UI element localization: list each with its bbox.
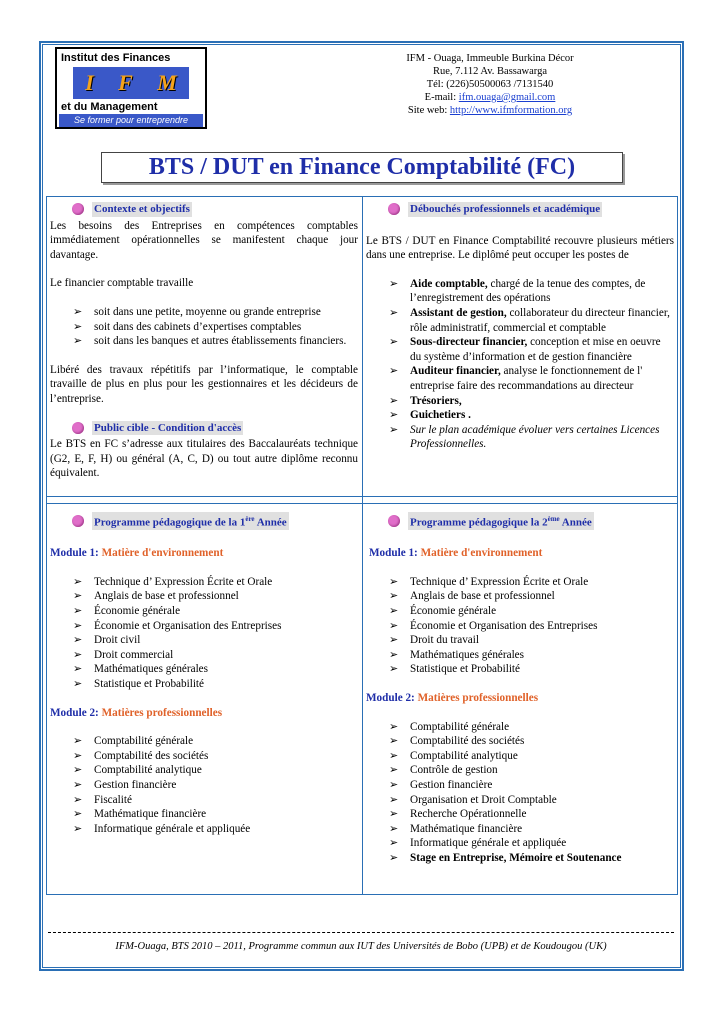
- arrow-bullet-icon: ➢: [389, 634, 399, 647]
- list-item: ➢ Comptabilité générale: [389, 720, 510, 733]
- list-item: ➢ Technique d’ Expression Écrite et Orale: [73, 575, 273, 588]
- list-item: ➢ Auditeur financier, analyse le fonctionnement de l' entreprise faire des recommandations au directeur: [389, 365, 643, 392]
- arrow-bullet-icon: ➢: [389, 663, 399, 676]
- paragraph: Les besoins des Entreprises en compétences comptables immédiatement opérationnelles se manifestent chaque jour davantage.: [50, 219, 358, 261]
- list-item: ➢ Recherche Opérationnelle: [389, 808, 527, 821]
- row-divider: [46, 503, 678, 504]
- arrow-bullet-icon: ➢: [389, 409, 399, 422]
- list-item: ➢ Comptabilité analytique: [389, 749, 518, 762]
- contact-line: IFM - Ouaga, Immeuble Burkina Décor: [406, 53, 574, 64]
- list-item: ➢ Guichetiers .: [389, 409, 471, 422]
- list-item: ➢ Comptabilité des sociétés: [389, 735, 525, 748]
- list-item: ➢ Statistique et Probabilité: [389, 663, 520, 676]
- list-item: ➢ Économie et Organisation des Entreprises: [389, 619, 598, 632]
- list-item: ➢ soit dans des cabinets d’expertises comptables: [73, 320, 302, 333]
- page-title: BTS / DUT en Finance Comptabilité (FC): [101, 152, 623, 183]
- list-item: ➢ Organisation et Droit Comptable: [389, 793, 557, 806]
- list-item: ➢ soit dans une petite, moyenne ou grande entreprise: [73, 305, 321, 318]
- arrow-bullet-icon: ➢: [389, 590, 399, 603]
- list-item: ➢ Gestion financière: [389, 778, 493, 791]
- list-item: ➢ Gestion financière: [73, 778, 177, 791]
- arrow-bullet-icon: ➢: [73, 822, 83, 835]
- arrow-bullet-icon: ➢: [73, 605, 83, 618]
- site-link[interactable]: http://www.ifmformation.org: [449, 105, 573, 116]
- section-heading: Débouchés professionnels et académique: [388, 202, 674, 217]
- module2-list: [366, 720, 674, 866]
- footer-text: IFM-Ouaga, BTS 2010 – 2011, Programme commun aux IUT des Universités de Bobo (UPB) et de Koudougou (UK): [115, 941, 607, 952]
- arrow-bullet-icon: ➢: [389, 778, 399, 791]
- arrow-bullet-icon: ➢: [73, 793, 83, 806]
- section-heading: Contexte et objectifs: [72, 202, 358, 217]
- arrow-bullet-icon: ➢: [73, 663, 83, 676]
- arrow-bullet-icon: ➢: [73, 808, 83, 821]
- arrow-bullet-icon: ➢: [389, 720, 399, 733]
- arrow-bullet-icon: ➢: [389, 306, 399, 319]
- arrow-bullet-icon: ➢: [389, 793, 399, 806]
- right-bottom-cell: [366, 512, 674, 866]
- arrow-bullet-icon: ➢: [73, 320, 83, 333]
- list-item: ➢ Comptabilité générale: [73, 735, 194, 748]
- arrow-bullet-icon: ➢: [73, 749, 83, 762]
- row-divider: [46, 496, 678, 497]
- paragraph: Libéré des travaux répétitifs par l’informatique, le comptable travaille de plus en plus pour les gestionnaires et les décideurs de l’entreprise.: [50, 363, 358, 405]
- footer-divider: [48, 932, 674, 933]
- arrow-bullet-icon: ➢: [389, 365, 399, 378]
- paragraph: Le BTS en FC s’adresse aux titulaires des Baccalauréats technique (G2, E, F, H) ou général (A, C, D) ou tout autre diplôme reconnu équivalent.: [50, 438, 358, 480]
- bullet-icon: [388, 515, 400, 527]
- list-item: ➢ Anglais de base et professionnel: [73, 590, 239, 603]
- arrow-bullet-icon: ➢: [389, 605, 399, 618]
- module-heading: Module 1: Matière d'environnement: [369, 547, 543, 560]
- email-link[interactable]: ifm.ouaga@gmail.com: [458, 92, 556, 103]
- left-top-cell: [50, 202, 358, 481]
- list-item: ➢ Comptabilité des sociétés: [73, 749, 209, 762]
- work-places-list: [50, 305, 358, 349]
- arrow-bullet-icon: ➢: [389, 336, 399, 349]
- logo-letter: F: [118, 70, 133, 95]
- module-heading: Module 2: Matières professionnelles: [50, 706, 223, 719]
- bullet-icon: [388, 203, 400, 215]
- list-item: ➢ Aide comptable, chargé de la tenue des comptes, de l’enregistrement des opérations: [389, 277, 646, 305]
- arrow-bullet-icon: ➢: [73, 590, 83, 603]
- section-heading: Programme pédagogique de la 1ère Année: [72, 512, 358, 530]
- list-item: ➢ Assistant de gestion, collaborateur du directeur financier, rôle administratif, commercial et comptable: [389, 306, 670, 334]
- list-item: ➢ Mathématique financière: [389, 822, 523, 835]
- list-item: ➢ Fiscalité: [73, 793, 132, 806]
- arrow-bullet-icon: ➢: [389, 808, 399, 821]
- logo-letter: M: [157, 70, 177, 95]
- arrow-bullet-icon: ➢: [389, 277, 399, 290]
- arrow-bullet-icon: ➢: [73, 735, 83, 748]
- list-item: ➢ Économie générale: [389, 605, 497, 618]
- logo-tagline: Se former pour entreprendre: [59, 114, 203, 127]
- list-item: ➢ Comptabilité analytique: [73, 764, 202, 777]
- contact-block: [380, 52, 600, 117]
- arrow-bullet-icon: ➢: [73, 648, 83, 661]
- module1-list: [50, 575, 358, 692]
- list-item: ➢ Stage en Entreprise, Mémoire et Soutenance: [389, 851, 622, 864]
- logo-line1: Institut des Finances: [61, 52, 171, 64]
- arrow-bullet-icon: ➢: [389, 822, 399, 835]
- email-label: E-mail:: [424, 92, 459, 103]
- arrow-bullet-icon: ➢: [73, 619, 83, 632]
- bullet-icon: [72, 203, 84, 215]
- list-item: ➢ soit dans les banques et autres établissements financiers.: [73, 335, 347, 348]
- arrow-bullet-icon: ➢: [389, 837, 399, 850]
- arrow-bullet-icon: ➢: [73, 764, 83, 777]
- site-label: Site web:: [407, 105, 450, 116]
- paragraph: Le financier comptable travaille: [50, 277, 194, 290]
- contact-email-row: [380, 91, 600, 104]
- logo-letters: [73, 67, 189, 99]
- list-item: ➢ Mathématique financière: [73, 808, 207, 821]
- arrow-bullet-icon: ➢: [389, 394, 399, 407]
- contact-line: Rue, 7.112 Av. Bassawarga: [432, 66, 548, 77]
- module-heading: Module 1: Matière d'environnement: [50, 547, 224, 560]
- list-item: ➢ Sur le plan académique évoluer vers certaines Licences Professionnelles.: [389, 423, 660, 451]
- arrow-bullet-icon: ➢: [73, 778, 83, 791]
- arrow-bullet-icon: ➢: [389, 423, 399, 436]
- arrow-bullet-icon: ➢: [389, 735, 399, 748]
- logo-letter: I: [85, 70, 94, 95]
- list-item: ➢ Mathématiques générales: [389, 648, 525, 661]
- list-item: ➢ Anglais de base et professionnel: [389, 590, 555, 603]
- arrow-bullet-icon: ➢: [389, 764, 399, 777]
- paragraph: Le BTS / DUT en Finance Comptabilité recouvre plusieurs métiers dans une entreprise. Le diplômé peut occuper les postes de: [366, 234, 674, 262]
- contact-phone: Tél: (226)50500063 /7131540: [426, 79, 554, 90]
- arrow-bullet-icon: ➢: [73, 305, 83, 318]
- right-top-cell: [366, 202, 674, 452]
- module1-list: [366, 575, 674, 677]
- list-item: ➢ Économie générale: [73, 605, 181, 618]
- section-heading: Public cible - Condition d'accès: [72, 421, 358, 436]
- column-divider: [362, 196, 363, 895]
- arrow-bullet-icon: ➢: [73, 634, 83, 647]
- contact-site-row: [380, 104, 600, 117]
- arrow-bullet-icon: ➢: [73, 678, 83, 690]
- arrow-bullet-icon: ➢: [389, 851, 399, 864]
- list-item: ➢ Contrôle de gestion: [389, 764, 498, 777]
- list-item: ➢ Informatique générale et appliquée: [73, 822, 251, 835]
- list-item: ➢ Trésoriers,: [389, 394, 462, 407]
- ifm-logo: [55, 47, 207, 129]
- module2-list: [50, 734, 358, 836]
- arrow-bullet-icon: ➢: [389, 619, 399, 632]
- arrow-bullet-icon: ➢: [389, 648, 399, 661]
- jobs-list: [366, 277, 674, 452]
- section-heading: Programme pédagogique la 2ème Année: [388, 512, 674, 530]
- list-item: ➢ Technique d’ Expression Écrite et Orale: [389, 575, 589, 588]
- list-item: ➢ Économie et Organisation des Entreprises: [73, 619, 282, 632]
- module-heading: Module 2: Matières professionnelles: [366, 692, 539, 704]
- arrow-bullet-icon: ➢: [73, 335, 83, 348]
- arrow-bullet-icon: ➢: [389, 749, 399, 762]
- list-item: ➢ Informatique générale et appliquée: [389, 837, 567, 850]
- list-item: ➢ Statistique et Probabilité: [73, 678, 204, 690]
- list-item: ➢ Droit du travail: [389, 634, 479, 647]
- bullet-icon: [72, 422, 84, 434]
- arrow-bullet-icon: ➢: [389, 575, 399, 588]
- logo-line2: et du Management: [61, 101, 158, 113]
- bullet-icon: [72, 515, 84, 527]
- left-bottom-cell: [50, 512, 358, 836]
- list-item: ➢ Sous-directeur financier, conception et mise en oeuvre du système d’information et de gestion financière: [389, 336, 661, 363]
- arrow-bullet-icon: ➢: [73, 575, 83, 588]
- list-item: ➢ Mathématiques générales: [73, 663, 209, 676]
- list-item: ➢ Droit commercial: [73, 648, 174, 661]
- list-item: ➢ Droit civil: [73, 634, 141, 647]
